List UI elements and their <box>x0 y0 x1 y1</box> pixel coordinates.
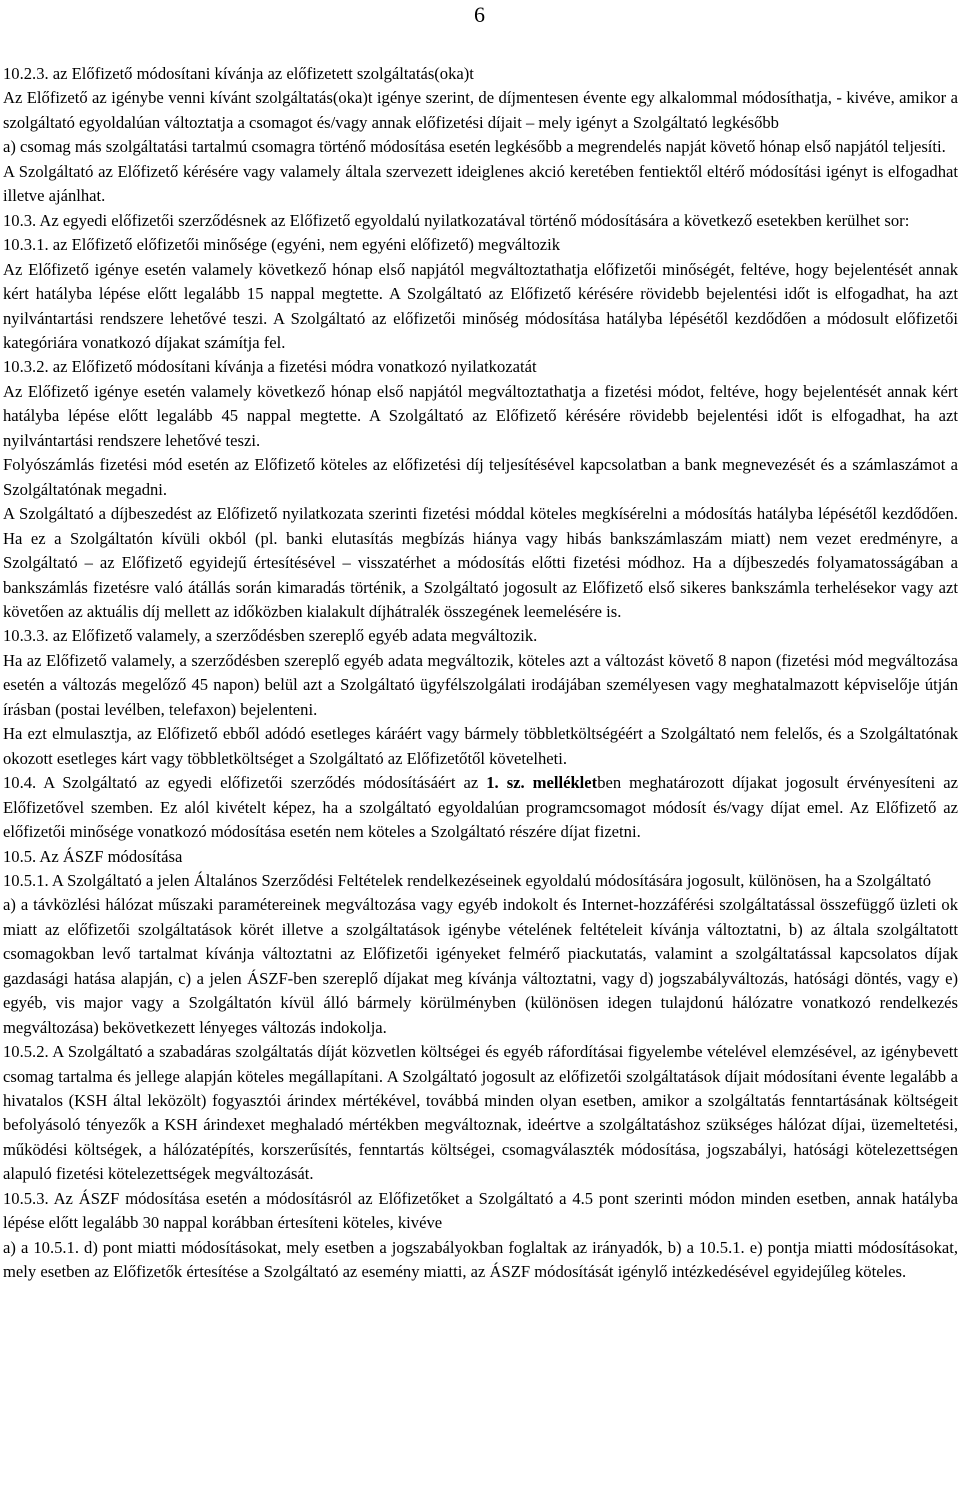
paragraph: A Szolgáltató az Előfizető kérésére vagy valamely általa szervezett ideiglenes akció keretében fentiektől eltérő módosítási igényt is elfogadhat illetve ajánlhat. <box>3 161 958 206</box>
text-span: ben meghatározott díjakat jogosult érvényesíteni az Előfizetővel szemben. Ez alól kivételt képez, ha a szolgáltató egyoldalúan programcsomagot módosít és/vagy díjat emel. Az Előfizető az előfizetői minősége vonatkozó módosítása esetén nem köteles a Szolgáltató részére díjat fizetni. <box>3 773 958 842</box>
paragraph-10-5-1: 10.5.1. A Szolgáltató a jelen Általános Szerződési Feltételek rendelkezéseinek egyoldalú módosítására jogosult, különösen, ha a Szolgáltató <box>3 870 932 890</box>
paragraph: a) a 10.5.1. d) pont miatti módosításokat, mely esetben a jogszabályokban foglaltak az irányadók, b) a 10.5.1. e) pontja miatti módosításokat, mely esetben az Előfizetők értesítése a Szolgáltató az esemény miatti, az ÁSZF módosítását igénylő intézkedésével egyidejűleg köteles. <box>3 1237 958 1282</box>
paragraph-10-3-2-heading: 10.3.2. az Előfizető módosítani kívánja a fizetési módra vonatkozó nyilatkozatát <box>3 357 537 377</box>
paragraph: Az Előfizető igénye esetén valamely következő hónap első napjától megváltoztathatja a fizetési módot, feltéve, hogy bejelentését annak kért hatályba lépése előtt legalább 45 nappal megtette. A Szolgáltató az Előfizető kérésére rövidebb bejelentési időt is elfogadhat, ha azt nyilvántartási rendszere lehetővé teszi. <box>3 381 958 450</box>
paragraph: Ha ezt elmulasztja, az Előfizető ebből adódó esetleges káráért vagy bármely többletköltségéért a Szolgáltató nem felelős, és a Szolgáltatónak okozott esetleges kárt vagy többletköltséget a Szolgáltató az Előfizetőtől követelheti. <box>3 724 958 768</box>
paragraph: Folyószámlás fizetési mód esetén az Előfizető köteles az előfizetési díj teljesítésével kapcsolatban a bank megnevezését és a számlaszámot a Szolgáltatónak megadni. <box>3 455 958 499</box>
paragraph: Ha az Előfizető valamely, a szerződésben szereplő egyéb adata megváltozik, köteles azt a változást követő 8 napon (fizetési mód megváltozása esetén a változás megelőző 45 napon) belül azt a Szolgáltató ügyfélszolgálati irodájában személyesen vagy meghatalmazott képviselője útján írásban (postai levélben, telefaxon) bejelenteni. <box>3 650 958 719</box>
paragraph: Az Előfizető az igénybe venni kívánt szolgáltatás(oka)t igénye szerint, de díjmentesen évente egy alkalommal módosíthatja, - kivéve, amikor a szolgáltató egyoldalúan változtatja a csomagot és/vagy annak előfizetési díjait – mely igényt a Szolgáltató legkésőbb <box>3 88 958 132</box>
document-body <box>3 62 958 1285</box>
page-number: 6 <box>474 2 485 27</box>
paragraph-10-3-1-heading: 10.3.1. az Előfizető előfizetői minősége (egyéni, nem egyéni előfizető) megváltozik <box>3 235 561 255</box>
paragraph: a) csomag más szolgáltatási tartalmú csomagra történő módosítása esetén legkésőbb a megrendelés napját követő hónap első napjától teljesíti. <box>3 137 946 157</box>
paragraph: A Szolgáltató a díjbeszedést az Előfizető nyilatkozata szerinti fizetési móddal köteles megkísérelni a módosítás hatályba lépésétől kezdődően. Ha ez a Szolgáltatón kívüli okból (pl. banki elutasítás megbízás hiánya vagy hibás bankszámlaszám miatt) nem vezet eredményre, a Szolgáltató – az Előfizető egyidejű értesítésével – visszatérhet a módosítás előtti fizetési módhoz. Ha a díjbeszedés folyamatosságában a bankszámlás fizetésre való átállás során kimaradás történik, a Szolgáltató jogosult az Előfizető első sikeres bankszámla terhelésekor vagy azt követően az aktuális díj mellett az időközben kialakult díjhátralék összegének leemelésére is. <box>3 504 958 621</box>
paragraph-10-3-heading: 10.3. Az egyedi előfizetői szerződésnek az Előfizető egyoldalú nyilatkozatával történő módosítására a következő esetekben kerülhet sor: <box>3 210 910 230</box>
text-span: 10.4. A Szolgáltató az egyedi előfizetői szerződés módosításáért az <box>3 773 487 793</box>
paragraph-10-5-2: 10.5.2. A Szolgáltató a szabadáras szolgáltatás díját közvetlen költségei és egyéb ráfordításai figyelembe vételével elemzésével, az igénybevett csomag tartalma és jellege alapján köteles megállapítani. A Szolgáltató jogosult az előfizetői szolgáltatások díjait módosítani évente legalább a hivatalos (KSH által leközölt) fogyasztói árindex mértékével, továbbá minden olyan esetben, amikor a szolgáltatás fenntartásának költségeit befolyásoló tényezők a KSH árindexet meghaladó mértékben megváltoznak, ideértve a szolgáltatáshoz szükséges hálózat díjai, üzemeltetési, működési költségek, a hálózatépítés, korszerűsítés, fenntartás költségei, csomagválaszték módosítása, jogszabályi, hatósági kötelezettségen alapuló fizetési kötelezettségek megváltozását. <box>3 1042 958 1184</box>
paragraph-10-5-heading: 10.5. Az ÁSZF módosítása <box>3 846 183 866</box>
paragraph: Az Előfizető igénye esetén valamely következő hónap első napjától megváltoztathatja előfizetői minőségét, feltéve, hogy bejelentését annak kért hatályba lépése előtt legalább 15 nappal megtette. A Szolgáltató az Előfizető kérésére rövidebb bejelentési időt is elfogadhat, ha azt nyilvántartási rendszere lehetővé teszi. A Szolgáltató az előfizetői minőség módosítása hatályba lépésétől kezdődően a módosult előfizetői kategóriára vonatkozó díjakat számítja fel. <box>3 259 958 352</box>
paragraph: a) a távközlési hálózat műszaki paramétereinek megváltozása vagy egyéb indokolt és Internet-hozzáférési szolgáltatással összefüggő üzleti ok miatt az előfizetői szolgáltatások körét illetve a szolgáltatások igénybe vételének feltételeit kívánja változtatni, b) az általa szolgáltatott csomagokban levő tartalmat kívánja változtatni az Előfizetői igényeket felmérő piackutatás, valamint a szolgáltatással kapcsolatos díjak gazdasági hatása alapján, c) a jelen ÁSZF-ben szereplő díjakat meg kívánja változtatni, vagy d) jogszabályváltozás, hatósági döntés, vagy e) egyéb, vis major vagy a Szolgáltatón kívül álló bármely körülményben (különösen idegen tulajdonú hálózatre vonatkozó rendelkezés megváltozása) bekövetkezett lényeges változás indokolja. <box>3 895 958 1037</box>
annex-reference: 1. sz. melléklet <box>486 773 598 793</box>
paragraph-10-3-3-heading: 10.3.3. az Előfizető valamely, a szerződésben szereplő egyéb adata megváltozik. <box>3 626 538 646</box>
paragraph-10-2-3-heading: 10.2.3. az Előfizető módosítani kívánja az előfizetett szolgáltatás(oka)t <box>3 64 474 83</box>
paragraph-10-4 <box>3 771 958 844</box>
paragraph-10-5-3: 10.5.3. Az ÁSZF módosítása esetén a módosításról az Előfizetőket a Szolgáltató a 4.5 pont szerinti módon minden esetben, annak hatályba lépése előtt legalább 30 nappal korábban értesíteni köteles, kivéve <box>3 1188 958 1233</box>
